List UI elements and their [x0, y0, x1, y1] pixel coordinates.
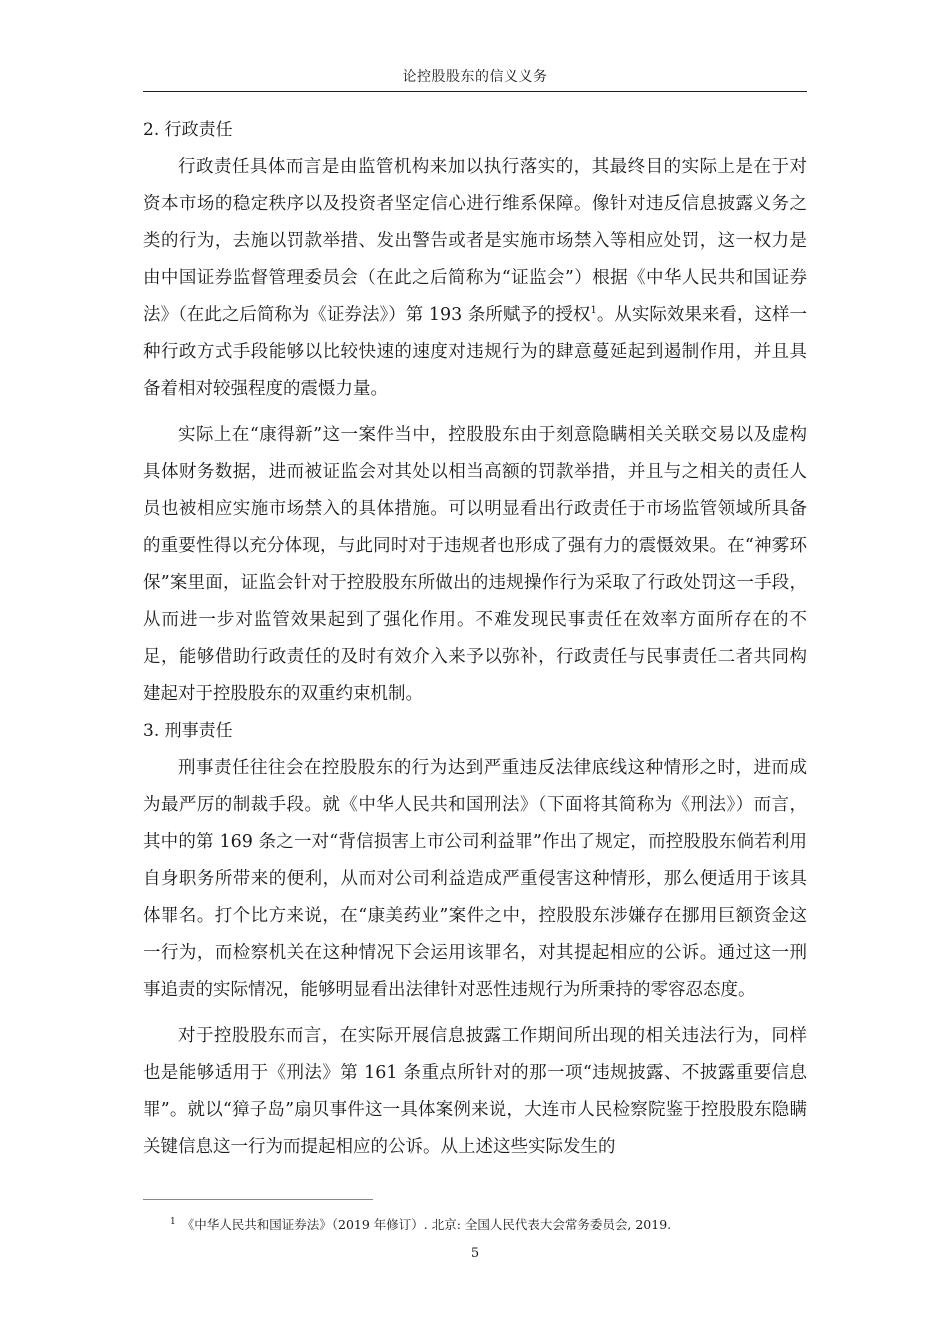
paragraph — [143, 149, 807, 408]
footnote-text: 《中华人民共和国证券法》（2019 年修订）. 北京: 全国人民代表大会常务委员会, 2019. — [181, 1217, 672, 1233]
body-text — [143, 112, 807, 1166]
page-number: 5 — [470, 1246, 480, 1261]
footnote-reference[interactable]: 1 — [590, 305, 597, 317]
footnote — [170, 1213, 810, 1234]
section-heading-criminal-liability: 3. 刑事责任 — [143, 721, 233, 741]
running-header: 论控股股东的信义义务 — [402, 69, 548, 85]
paragraph: 实际上在“康得新”这一案件当中，控股股东由于刻意隐瞒相关关联交易以及虚构具体财务数据，进而被证监会对其处以相当高额的罚款举措，并且与之相关的责任人员也被相应实施市场禁入的具体措施。可以明显看出行政责任于市场监管领域所具备的重要性得以充分体现，与此同时对于违规者也形成了强有力的震慑效果。在“神雾环保”案里面，证监会针对于控股股东所做出的违规操作行为采取了行政处罚这一手段，从而进一步对监管效果起到了强化作用。不难发现民事责任在效率方面所存在的不足，能够借助行政责任的及时有效介入来予以弥补，行政责任与民事责任二者共同构建起对于控股股东的双重约束机制。 — [143, 425, 807, 704]
paragraph: 对于控股股东而言，在实际开展信息披露工作期间所出现的相关违法行为，同样也是能够适用于《刑法》第 161 条重点所针对的那一项“违规披露、不披露重要信息罪”。就以“獐子岛”扇贝事件这一具体案例来说，大连市人民检察院鉴于控股股东隐瞒关键信息这一行为而提起相应的公诉。从上述这些实际发生的 — [143, 1026, 807, 1157]
footnote-rule — [143, 1199, 373, 1200]
paragraph: 刑事责任往往会在控股股东的行为达到严重违反法律底线这种情形之时，进而成为最严厉的制裁手段。就《中华人民共和国刑法》（下面将其简称为《刑法》）而言，其中的第 169 条之一对“背信损害上市公司利益罪”作出了规定，而控股股东倘若利用自身职务所带来的便利，从而对公司利益造成严重侵害这种情形，那么便适用于该具体罪名。打个比方来说，在“康美药业”案件之中，控股股东涉嫌存在挪用巨额资金这一行为，而检察机关在这种情况下会运用该罪名，对其提起相应的公诉。通过这一刑事追责的实际情况，能够明显看出法律针对恶性违规行为所秉持的零容忍态度。 — [143, 758, 807, 1000]
footnote-marker: 1 — [170, 1217, 176, 1227]
paragraph-text-continued: 。从实际效果来看，这样一种行政方式手段能够以比较快速的速度对违规行为的肆意蔓延起到遏制作用，并且具备着相对较强程度的震慑力量。 — [143, 305, 807, 399]
paragraph-text: 行政责任具体而言是由监管机构来加以执行落实的，其最终目的实际上是在于对资本市场的稳定秩序以及投资者坚定信心进行维系保障。像针对违反信息披露义务之类的行为，去施以罚款举措、发出警告或者是实施市场禁入等相应处罚，这一权力是由中国证券监督管理委员会（在此之后简称为“证监会”）根据《中华人民共和国证券法》（在此之后简称为《证券法》）第 193 条所赋予的授权 — [143, 157, 807, 325]
header-rule — [143, 91, 807, 92]
section-heading-administrative-liability: 2. 行政责任 — [143, 120, 233, 140]
